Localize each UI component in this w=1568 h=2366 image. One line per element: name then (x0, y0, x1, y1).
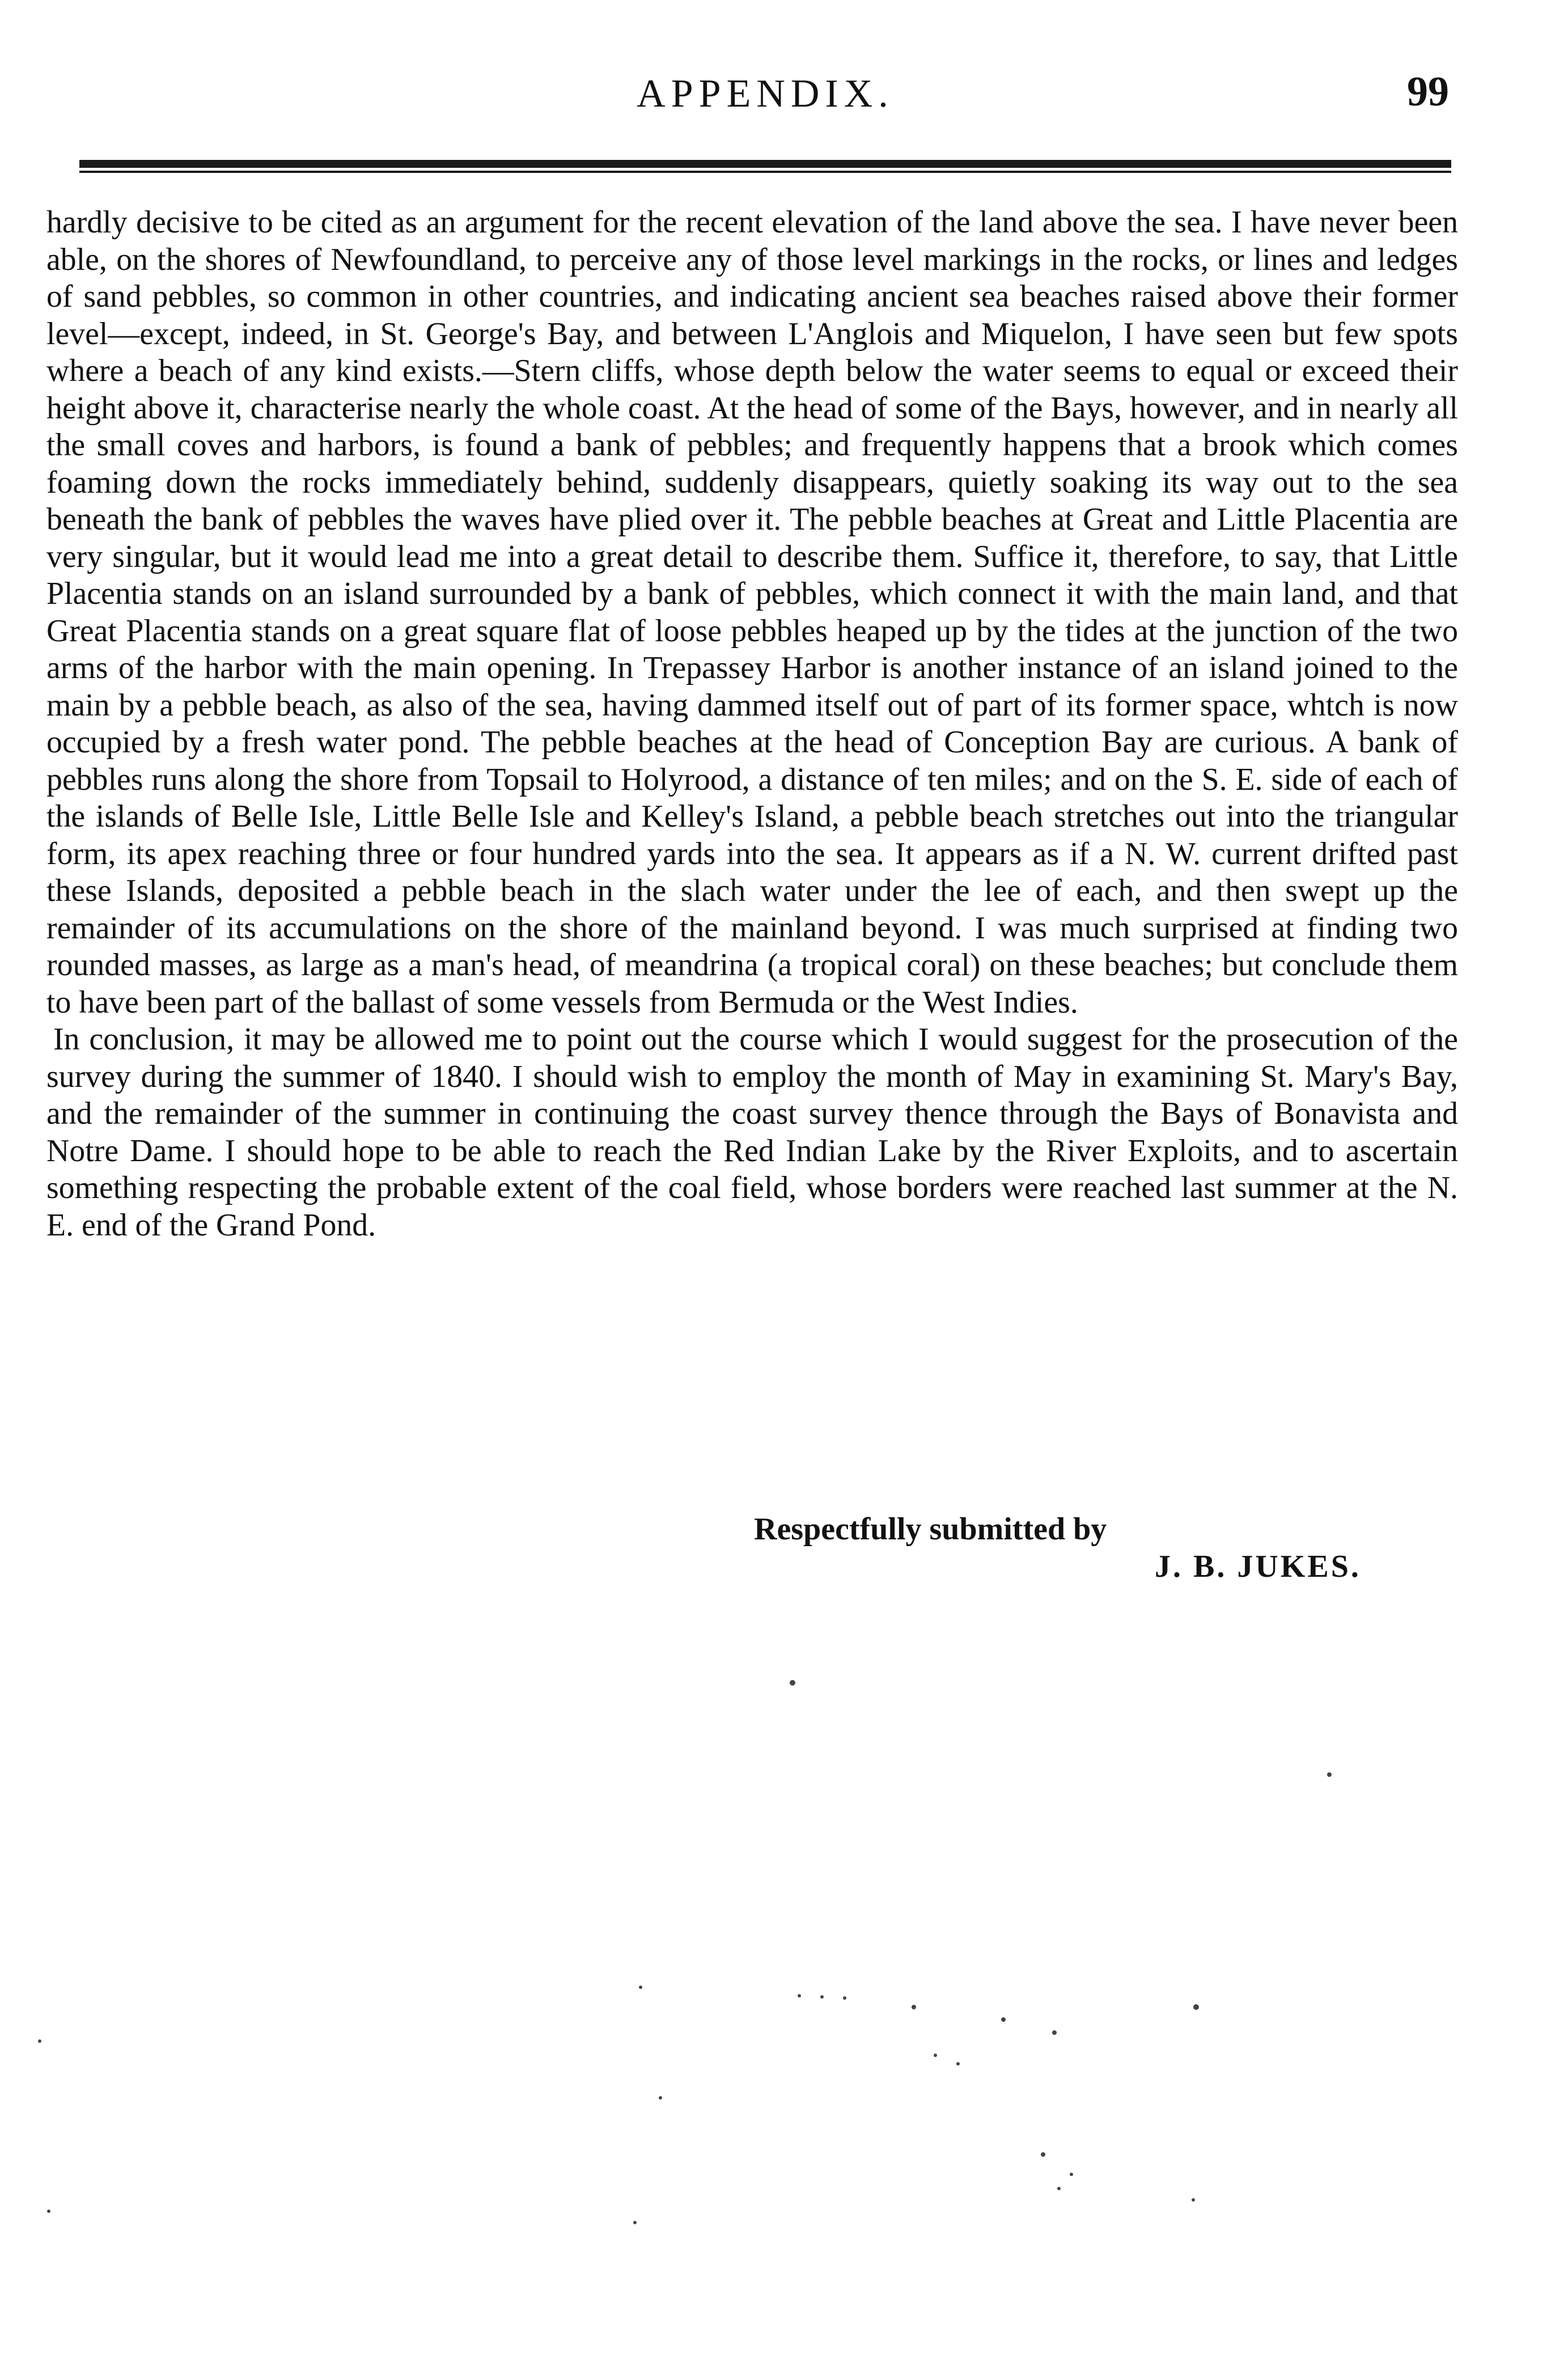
paragraph-conclusion: In conclusion, it may be allowed me to point out the course which I would suggest for the prosecution of the survey during the summer of 1840. I should wish to employ the month of May in examining St. Mary's Bay, and the remainder of the summer in continuing the coast survey thence through the Bays of Bonavista and Notre Dame. I should hope to be able to reach the Red Indian Lake by the River Exploits, and to ascertain something respecting the probable extent of the coal field, whose borders were reached last summer at the N. E. end of the Grand Pond. (46, 1022, 1458, 1243)
page-number: 99 (1407, 69, 1449, 115)
paragraph-sea-beaches: hardly decisive to be cited as an argument for the recent elevation of the land above the sea. I have never been able, on the shores of Newfoundland, to perceive any of those level markings in the rocks, or lines and ledges of sand pebbles, so common in other countries, and indicating ancient sea beaches raised above their former level—except, indeed, in St. George's Bay, and between L'Anglois and Miquelon, I have seen but few spots where a beach of any kind exists.—Stern cliffs, whose depth below the water seems to equal or exceed their height above it, characterise nearly the whole coast. At the head of some of the Bays, however, and in nearly all the small coves and harbors, is found a bank of pebbles; and frequently happens that a brook which comes foaming down the rocks immediately behind, suddenly disappears, quietly soaking its way out to the sea beneath the bank of pebbles the waves have plied over it. The pebble beaches at Great and Little Placentia are very singular, but it would lead me into a great detail to describe them. Suffice it, therefore, to say, that Little Placentia stands on an island surrounded by a bank of pebbles, which connect it with the main land, and that Great Placentia stands on a great square flat of loose pebbles heaped up by the tides at the junction of the two arms of the harbor with the main opening. In Trepassey Harbor is another instance of an island joined to the main by a pebble beach, as also of the sea, having dammed itself out of part of its former space, whtch is now occupied by a fresh water pond. The pebble beaches at the head of Conception Bay are curious. A bank of pebbles runs along the shore from Topsail to Holyrood, a distance of ten miles; and on the S. E. side of each of the islands of Belle Isle, Little Belle Isle and Kelley's Island, a pebble beach stretches out into the triangular form, its apex reaching three or four hundred yards into the sea. It appears as if a N. W. current drifted past these Islands, deposited a pebble beach in the slach water under the lee of each, and then swept up the remainder of its accumulations on the shore of the mainland beyond. I was much surprised at finding two rounded masses, as large as a man's head, of meandrina (a tropical coral) on these beaches; but conclude them to have been part of the ballast of some vessels from Bermuda or the West Indies. (46, 205, 1458, 1020)
running-head: APPENDIX. (637, 72, 894, 116)
author-name: J. B. JUKES. (1155, 1549, 1361, 1584)
submitted-by-line: Respectfully submitted by (754, 1512, 1107, 1547)
